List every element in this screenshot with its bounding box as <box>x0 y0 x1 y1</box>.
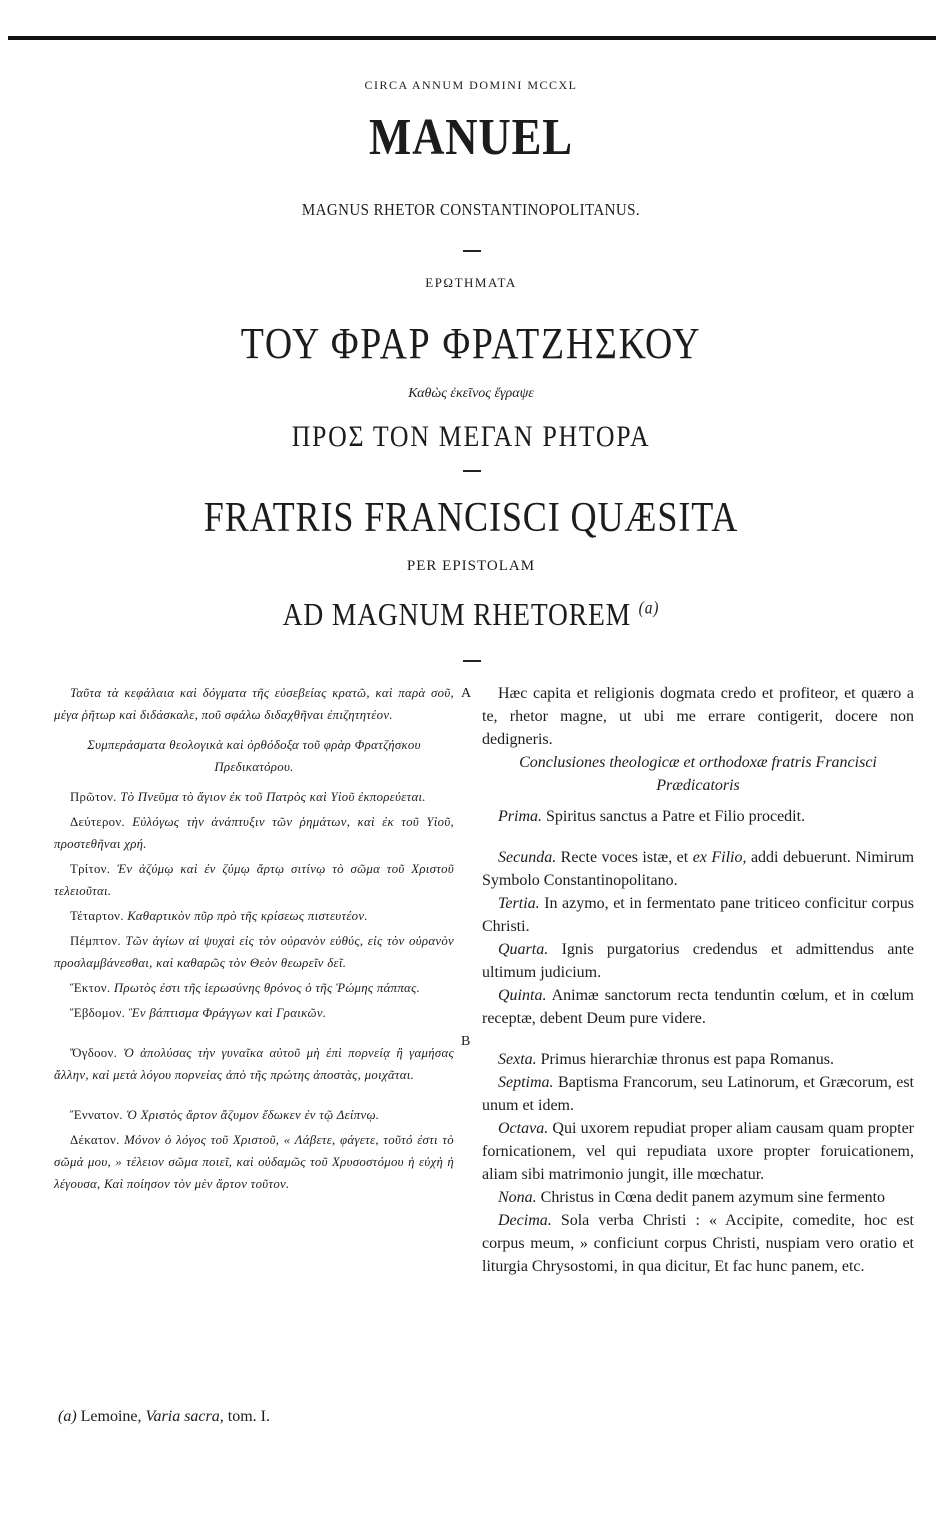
latin-title-second <box>66 596 876 633</box>
greek-title-second: ΠΡΟΣ ΤΟΝ ΜΕΓΑΝ ΡΗΤΟΡΑ <box>291 420 651 453</box>
latin-item-label: Sexta. <box>498 1051 537 1068</box>
greek-item <box>54 1129 454 1195</box>
latin-item-label: Nona. <box>498 1189 537 1206</box>
greek-item-label: Δεύτερον. <box>70 815 125 829</box>
footnote <box>58 1408 270 1426</box>
margin-letter-b: B <box>461 1034 471 1049</box>
greek-item <box>54 858 454 902</box>
greek-item-label: Πρῶτον. <box>70 790 117 804</box>
footnote-author: Lemoine, <box>80 1408 142 1425</box>
latin-item-label: Septima. <box>498 1074 554 1091</box>
greek-item-label: Τέταρτον. <box>70 909 124 923</box>
margin-letter-a: A <box>461 686 472 701</box>
latin-item-text: Christus in Cœna dedit panem azymum sine fermento <box>540 1189 886 1206</box>
greek-item-text: Καθαρτικὸν πῦρ πρὸ τῆς κρίσεως πιστευτέον. <box>127 909 368 923</box>
latin-item-text: Qui uxorem repudiat proper aliam causam quam propter fornicationem, vel qui repudiata uxore propter foruicationem, aliam sibi matrimonio jungit, ille mœchatur. <box>482 1120 914 1183</box>
greek-item-text: Τὸ Πνεῦμα τὸ ἅγιον ἐκ τοῦ Πατρὸς καὶ Υἱοῦ ἐκπορεύεται. <box>120 790 426 804</box>
latin-item-label: Tertia. <box>498 895 540 912</box>
latin-title: FRATRIS FRANCISCI QUÆSITA <box>203 495 739 541</box>
latin-item-text: Spiritus sanctus a Patre et Filio procedit. <box>546 808 806 825</box>
latin-item-text: Ignis purgatorius credendus et admittendus ante ultimum judicium. <box>482 941 915 981</box>
circa-line: CIRCA ANNUM DOMINI MCCXL <box>364 78 578 92</box>
divider <box>463 470 481 472</box>
latin-item <box>482 1209 914 1278</box>
latin-item-text: In azymo, et in fermentato pane triticeo conficitur corpus Christi. <box>482 895 915 935</box>
latin-item <box>482 1071 914 1117</box>
greek-item-label: Πέμπτον. <box>70 934 121 948</box>
latin-item-text: Recte voces istæ, et <box>560 849 689 866</box>
greek-item <box>54 905 454 927</box>
latin-column <box>482 682 914 1278</box>
greek-item-text: Ἓν βάπτισμα Φράγγων καὶ Γραικῶν. <box>128 1006 327 1020</box>
greek-item-label: Ἔννατον. <box>70 1108 123 1122</box>
latin-item <box>482 1117 914 1186</box>
latin-item <box>482 846 914 892</box>
latin-item <box>482 938 914 984</box>
greek-item-text: Πρωτὸς ἐστι τῆς ἱερωσύνης θρόνος ὁ τῆς Ῥώμης πάππας. <box>113 981 421 995</box>
footnote-volume: tom. I. <box>227 1408 270 1425</box>
author-subtitle: MAGNUS RHETOR CONSTANTINOPOLITANUS. <box>301 200 641 219</box>
latin-item-text: Animæ sanctorum recta tenduntin cœlum, et in cœlum receptæ, debent Deum pure videre. <box>482 987 914 1027</box>
latin-title-second-text: AD MAGNUM RHETOREM <box>282 596 631 632</box>
latin-item-label: Secunda. <box>498 849 557 866</box>
latin-item-label: Quinta. <box>498 987 547 1004</box>
greek-item-text: Μόνον ὁ λόγος τοῦ Χριστοῦ, « Λάβετε, φάγετε, τοῦτό ἐστι τὸ σῶμά μου, » τέλειον σῶμα ποιεῖ, καὶ οὐδαμῶς τοῦ Χρυσοστόμου ἡ εὐχὴ ἡ λέγουσα, Καὶ ποίησον τὸν μὲν ἄρτον τοῦτον. <box>54 1133 454 1191</box>
greek-subtitle: Καθὼς ἐκεῖνος ἔγραψε <box>408 386 534 401</box>
greek-heading: Συμπεράσματα θεολογικὰ καὶ ὀρθόδοξα τοῦ φρὰρ Φρατζήσκου Πρεδικατόρου. <box>87 738 421 774</box>
greek-column <box>54 682 454 1198</box>
footnote-work: Varia sacra, <box>145 1408 224 1425</box>
footnote-mark: (a) <box>58 1408 77 1425</box>
latin-item-text: Primus hierarchiæ thronus est papa Romanus. <box>540 1051 834 1068</box>
greek-item-label: Ὄγδοον. <box>70 1046 118 1060</box>
footnote-reference[interactable]: (a) <box>638 597 660 618</box>
divider <box>463 250 481 252</box>
latin-item <box>482 1186 914 1209</box>
latin-item-text: Baptisma Francorum, seu Latinorum, et Græcorum, est unum et idem. <box>482 1074 915 1114</box>
greek-item-label: Ἕβδομον. <box>70 1006 126 1020</box>
greek-item <box>54 1002 454 1024</box>
latin-item <box>482 805 914 828</box>
latin-item <box>482 1048 914 1071</box>
latin-item-label: Prima. <box>498 808 542 825</box>
greek-item <box>54 786 454 808</box>
greek-item-text: Ὁ ἀπολύσας τὴν γυναῖκα αὐτοῦ μὴ ἐπὶ πορνείᾳ ἢ γαμήσας ἄλλην, καὶ μετὰ λόγου πορνείας ἀπὸ τῆς πρώτης ἀποστὰς, μοιχᾶται. <box>54 1046 454 1082</box>
latin-item <box>482 984 914 1030</box>
greek-item <box>54 977 454 999</box>
greek-item-label: Δέκατον. <box>70 1133 120 1147</box>
greek-item <box>54 811 454 855</box>
greek-item-label: Τρίτον. <box>70 862 111 876</box>
latin-heading: Conclusiones theologicæ et orthodoxæ fratris Francisci Prædicatoris <box>519 754 877 794</box>
greek-item <box>54 1042 454 1086</box>
greek-item <box>54 1104 454 1126</box>
top-rule <box>8 36 936 40</box>
latin-item-label: Octava. <box>498 1120 549 1137</box>
greek-item-text: Ὁ Χριστὸς ἄρτον ἄζυμον ἔδωκεν ἐν τῷ Δείπνῳ. <box>126 1108 380 1122</box>
latin-item-label: Quarta. <box>498 941 549 958</box>
greek-intro: Ταῦτα τὰ κεφάλαια καὶ δόγματα τῆς εὐσεβείας κρατῶ, καὶ παρὰ σοῦ, μέγα ῥῆτωρ καὶ διδάσκαλε, ποῦ σφάλω διδαχθῆναι ἐπιζητητέον. <box>54 686 454 722</box>
greek-item-text: Εὐλόγως τὴν ἀνάπτυξιν τῶν ῥημάτων, καὶ ἐκ τοῦ Υἱοῦ, προστεθῆναι χρή. <box>54 815 454 851</box>
erotemata-label: ΕΡΩΤΗΜΑΤΑ <box>425 275 517 290</box>
latin-item-text: Sola verba Christi : « Accipite, comedite, hoc est corpus meum, » conficiunt corpus Christi, nuspiam vero oratio et liturgia Chrysostomi, in qua dicitur, Et fac hunc panem, etc. <box>482 1212 914 1275</box>
greek-title: ΤΟΥ ΦΡΑΡ ΦΡΑΤΖΗΣΚΟΥ <box>240 319 702 368</box>
greek-item-text: Ἐν ἀζύμῳ καὶ ἐν ζύμῳ ἄρτῳ σιτίνῳ τὸ σῶμα τοῦ Χριστοῦ τελειοῦται. <box>54 862 455 898</box>
latin-item-label: Decima. <box>498 1212 552 1229</box>
greek-item-text: Τῶν ἁγίων αἱ ψυχαὶ εἰς τὸν οὐρανὸν εὐθύς, εἰς τὸν οὐρανὸν προσλαμβάνεσθαι, καὶ καθαρῶς τὸν Θεὸν θεωρεῖν δεῖ. <box>54 934 455 970</box>
latin-intro: Hæc capita et religionis dogmata credo et profiteor, et quæro a te, rhetor magne, ut ubi me errare contigerit, docere non dedigneris. <box>482 685 914 748</box>
latin-item-emphasis: ex Filio, <box>692 849 747 866</box>
latin-item <box>482 892 914 938</box>
latin-item-text: addi debuerunt. Nimirum Symbolo Constantinopolitano. <box>482 849 915 889</box>
page-title: MANUEL <box>369 109 573 166</box>
greek-item <box>54 930 454 974</box>
per-epistolam: PER EPISTOLAM <box>406 558 536 574</box>
divider <box>463 660 481 662</box>
greek-item-label: Ἕκτον. <box>70 981 111 995</box>
